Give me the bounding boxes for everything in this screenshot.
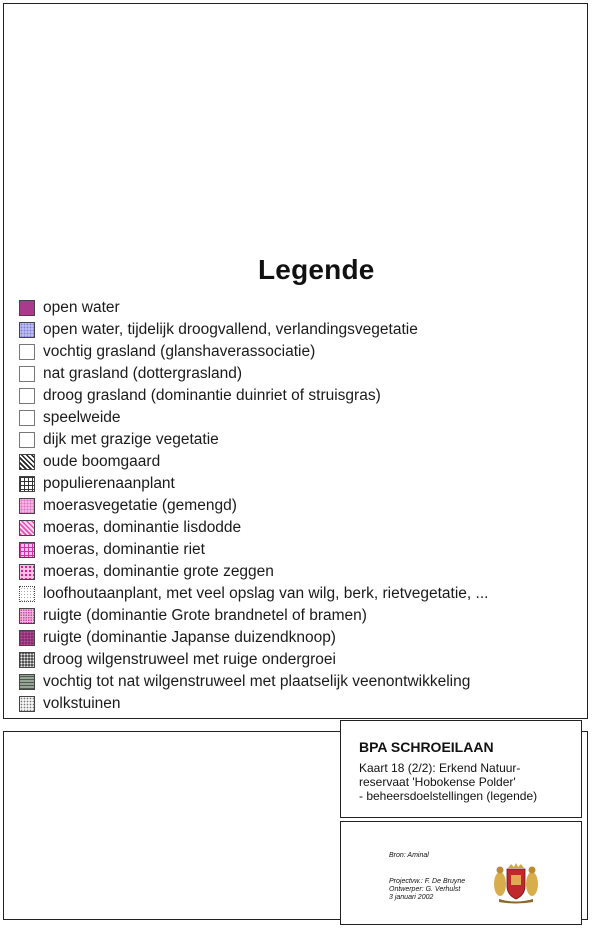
legend-item (19, 297, 488, 319)
legend-swatch (19, 410, 35, 426)
legend-label: vochtig tot nat wilgenstruweel met plaatselijk veenontwikkeling (43, 673, 471, 690)
project-leader: Projectvw.: F. De Bruyne (389, 878, 466, 885)
legend-item (19, 451, 488, 473)
legend-label: populierenaanplant (43, 475, 175, 492)
legend-label: open water (43, 299, 120, 316)
legend-swatch (19, 388, 35, 404)
legend-item (19, 561, 488, 583)
map-description-line-3: - beheersdoelstellingen (legende) (359, 789, 538, 803)
legend-swatch (19, 674, 35, 690)
designer: Ontwerper: G. Verhulst (389, 886, 461, 893)
legend-swatch (19, 366, 35, 382)
map-description-line-2: reservaat 'Hobokense Polder' (359, 775, 516, 789)
legend-label: ruigte (dominantie Japanse duizendknoop) (43, 629, 336, 646)
legend-item (19, 671, 488, 693)
legend-swatch (19, 696, 35, 712)
legend-swatch (19, 498, 35, 514)
legend-swatch (19, 608, 35, 624)
legend-swatch (19, 564, 35, 580)
legend-label: ruigte (dominantie Grote brandnetel of bramen) (43, 607, 367, 624)
legend-heading: Legende (258, 254, 375, 285)
legend-swatch (19, 432, 35, 448)
legend-swatch (19, 322, 35, 338)
legend-swatch (19, 344, 35, 360)
legend-item (19, 319, 488, 341)
legend-item (19, 517, 488, 539)
legend-swatch (19, 586, 35, 602)
legend-swatch (19, 454, 35, 470)
source-box (340, 821, 582, 925)
map-description (359, 761, 537, 803)
coat-of-arms-icon (491, 862, 541, 904)
legend-label: speelweide (43, 409, 121, 426)
map-description-line-1: Kaart 18 (2/2): Erkend Natuur- (359, 761, 521, 775)
legend-label: open water, tijdelijk droogvallend, verlandingsvegetatie (43, 321, 418, 338)
legend-item (19, 495, 488, 517)
legend-label: moeras, dominantie grote zeggen (43, 563, 274, 580)
legend-frame (3, 3, 588, 719)
legend-swatch (19, 476, 35, 492)
legend-item (19, 649, 488, 671)
legend-item (19, 583, 488, 605)
legend-item (19, 385, 488, 407)
source-label: Bron: Aminal (389, 852, 429, 859)
legend-label: loofhoutaanplant, met veel opslag van wilg, berk, rietvegetatie, ... (43, 585, 489, 602)
legend-label: droog grasland (dominantie duinriet of struisgras) (43, 387, 381, 404)
legend-swatch (19, 520, 35, 536)
legend-label: moeras, dominantie lisdodde (43, 519, 242, 536)
legend-label: vochtig grasland (glanshaverassociatie) (43, 343, 316, 360)
legend-label: moerasvegetatie (gemengd) (43, 497, 237, 514)
legend-swatch (19, 300, 35, 316)
legend-swatch (19, 630, 35, 646)
legend-item (19, 693, 488, 715)
legend-swatch (19, 542, 35, 558)
legend-item (19, 341, 488, 363)
legend-item (19, 363, 488, 385)
legend-label: oude boomgaard (43, 453, 161, 470)
legend-item (19, 473, 488, 495)
legend-list (19, 297, 488, 715)
date: 3 januari 2002 (389, 894, 434, 901)
legend-item (19, 605, 488, 627)
legend-item (19, 429, 488, 451)
legend-label: nat grasland (dottergrasland) (43, 365, 243, 382)
legend-swatch (19, 652, 35, 668)
legend-label: volkstuinen (43, 695, 121, 712)
plan-title: BPA SCHROEILAAN (359, 739, 494, 755)
legend-item (19, 539, 488, 561)
legend-label: moeras, dominantie riet (43, 541, 205, 558)
legend-item (19, 627, 488, 649)
title-box (340, 720, 582, 818)
legend-label: dijk met grazige vegetatie (43, 431, 219, 448)
legend-label: droog wilgenstruweel met ruige ondergroei (43, 651, 336, 668)
legend-item (19, 407, 488, 429)
